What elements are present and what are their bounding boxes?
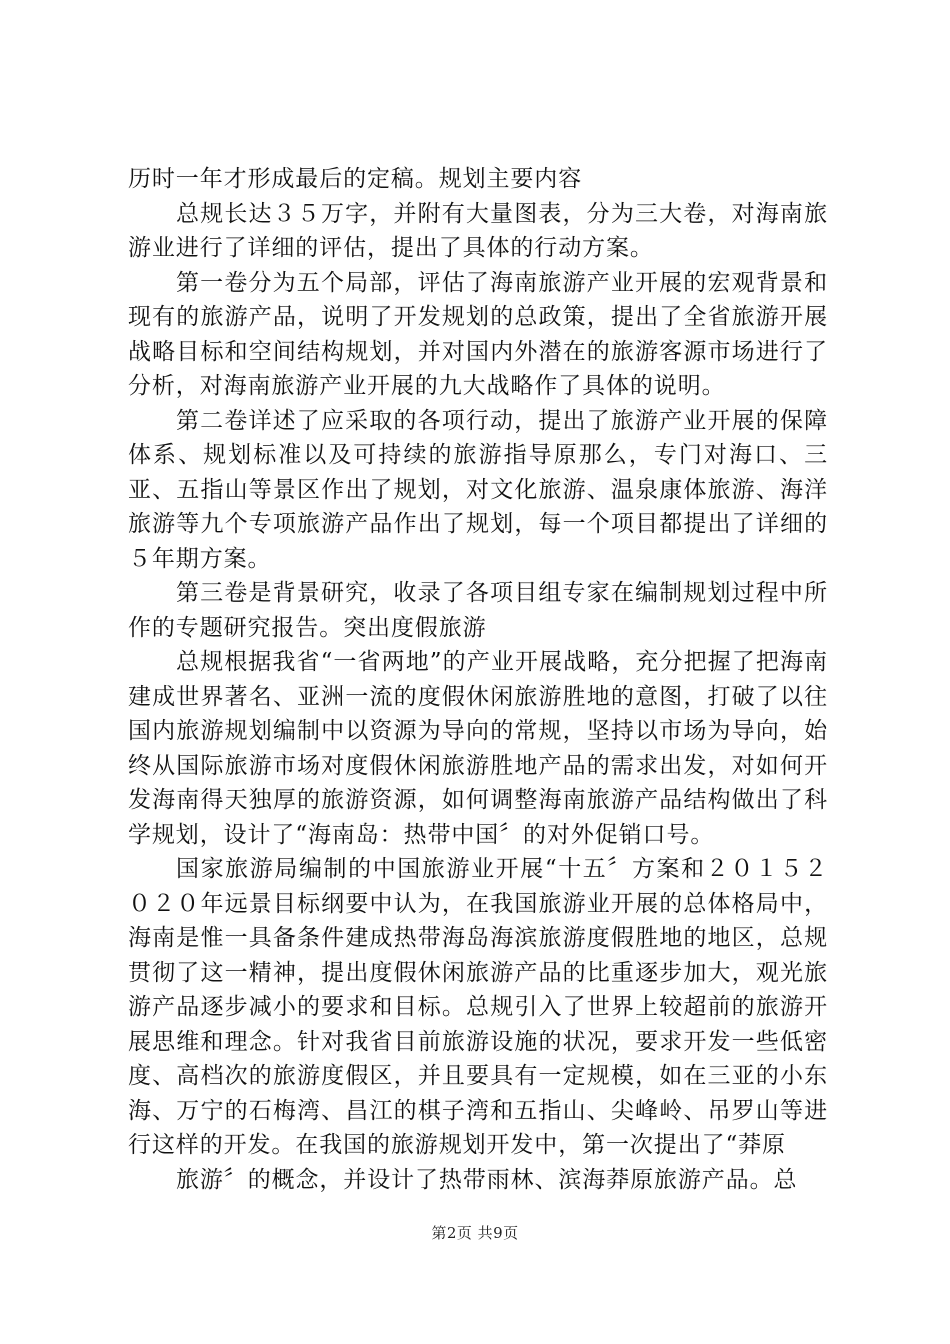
page-footer (0, 1222, 950, 1243)
page-number: 第2页 共9页 (431, 1224, 519, 1242)
paragraph-national-plan: 国家旅游局编制的中国旅游业开展“十五〞方案和２０１５２０２０年远景目标纲要中认为，在我国旅游业开展的总体格局中，海南是惟一具备条件建成热带海岛海滨旅游度假胜地的地区，总规贯彻了这一精神，提出度假休闲旅游产品的比重逐步加大，观光旅游产品逐步减小的要求和目标。总规引入了世界上较超前的旅游开展思维和理念。针对我省目前旅游设施的状况，要求开发一些低密度、高档次的旅游度假区，并且要具有一定规模，如在三亚的小东海、万宁的石梅湾、昌江的棋子湾和五指山、尖峰岭、吊罗山等进行这样的开发。在我国的旅游规划开发中，第一次提出了“莽原 (128, 856, 828, 1158)
paragraph-volume-one: 第一卷分为五个局部，评估了海南旅游产业开展的宏观背景和现有的旅游产品，说明了开发规划的总政策，提出了全省旅游开展战略目标和空间结构规划，并对国内外潜在的旅游客源市场进行了分析，对海南旅游产业开展的九大战略作了具体的说明。 (128, 269, 828, 399)
paragraph-volume-three: 第三卷是背景研究，收录了各项目组专家在编制规划过程中所作的专题研究报告。突出度假旅游 (128, 580, 828, 641)
paragraph-savanna-tourism: 旅游〞的概念，并设计了热带雨林、滨海莽原旅游产品。总 (176, 1166, 798, 1193)
paragraph-volume-two: 第二卷详述了应采取的各项行动，提出了旅游产业开展的保障体系、规划标准以及可持续的旅游指导原那么，专门对海口、三亚、五指山等景区作出了规划，对文化旅游、温泉康体旅游、海洋旅游等九个专项旅游产品作出了规划，每一个项目都提出了详细的５年期方案。 (128, 407, 828, 572)
paragraph-overview: 总规长达３５万字，并附有大量图表，分为三大卷，对海南旅游业进行了详细的评估，提出了具体的行动方案。 (128, 200, 828, 261)
paragraph-resort-tourism: 总规根据我省“一省两地”的产业开展战略，充分把握了把海南建成世界著名、亚洲一流的度假休闲旅游胜地的意图，打破了以往国内旅游规划编制中以资源为导向的常规，坚持以市场为导向，始终从国际旅游市场对度假休闲旅游胜地产品的需求出发，对如何开发海南得天独厚的旅游资源，如何调整海南旅游产品结构做出了科学规划，设计了“海南岛：热带中国〞的对外促销口号。 (128, 649, 828, 848)
paragraph-continuation: 历时一年才形成最后的定稿。规划主要内容 (128, 166, 583, 192)
document-body (128, 162, 828, 1197)
